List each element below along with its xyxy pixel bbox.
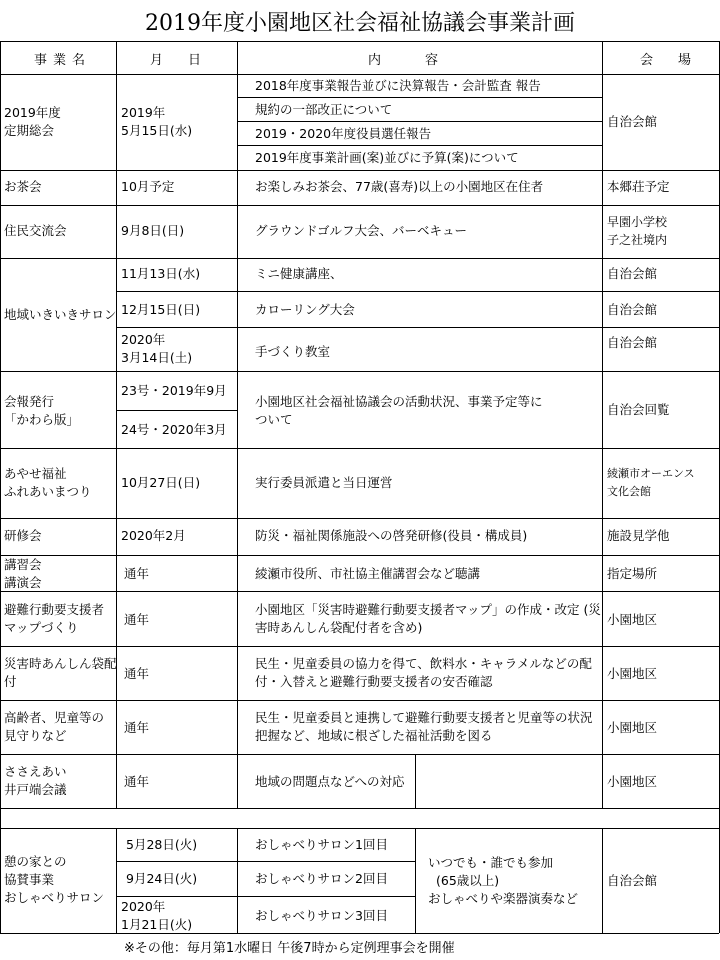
event-date: 通年 [124, 774, 150, 789]
event-name: 講習会 講演会 [4, 557, 42, 590]
event-date: 2020年 3月14日(土) [121, 332, 193, 365]
event-date: 9月24日(火) [126, 871, 198, 886]
event-venue: 小園地区 [607, 666, 658, 681]
event-content: おしゃべりサロン2回目 [255, 871, 388, 886]
event-content: 綾瀬市役所、市社協主催講習会など聴講 [255, 566, 481, 581]
event-venue: 小園地区 [607, 720, 658, 735]
event-content: カローリング大会 [255, 302, 355, 317]
event-content: おしゃべりサロン3回目 [255, 908, 388, 923]
event-content: 実行委員派遣と当日運営 [255, 475, 393, 490]
event-content: お楽しみお茶会、77歳(喜寿)以上の小園地区在住者 [255, 179, 544, 194]
event-content: 民生・児童委員と連携して避難行動要支援者と児童等の状況 把握など、地域に根ざした福祉活動を図る [255, 710, 593, 743]
event-name: 研修会 [4, 528, 42, 543]
header-name: 事業名 [34, 53, 92, 68]
event-venue: 自治会回覧 [607, 402, 670, 417]
event-date: 通年 [124, 612, 150, 627]
event-content: 小園地区社会福祉協議会の活動状況、事業予定等に ついて [255, 394, 543, 427]
content-item: 規約の一部改正について [255, 102, 393, 117]
event-date: 通年 [124, 566, 150, 581]
footer-note: ※その他：毎月第1水曜日 午後7時から定例理事会を開催 [124, 941, 455, 956]
event-content: 民生・児童委員の協力を得て、飲料水・キャラメルなどの配 付・入替えと避難行動要支援者の安否確認 [255, 656, 592, 689]
event-date: 9月8日(日) [121, 223, 185, 238]
header-venue: 会 場 [640, 53, 698, 68]
event-content: 防災・福祉関係施設への啓発研修(役員・構成員) [255, 528, 528, 543]
content-item: 2018年度事業報告並びに決算報告・会計監査 報告 [255, 78, 541, 93]
event-name: 憩の家との 協賛事業 おしゃべりサロン [4, 854, 105, 905]
event-venue: 自治会館 [607, 873, 658, 888]
content-item: 2019年度事業計画(案)並びに予算(案)について [255, 150, 519, 165]
header-date: 月 日 [150, 53, 208, 68]
event-date: 2020年 1月21日(火) [121, 899, 193, 932]
event-name: 2019年度 定期総会 [4, 105, 61, 138]
event-venue: 施設見学他 [607, 528, 670, 543]
salon-note: いつでも・誰でも参加 (65歳以上) おしゃべりや楽器演奏など [428, 855, 579, 906]
event-date: 2020年2月 [121, 528, 186, 543]
event-venue: 自治会館 [607, 114, 658, 129]
event-venue: 早園小学校 子之社境内 [607, 215, 668, 247]
event-content: おしゃべりサロン1回目 [255, 837, 388, 852]
event-venue: 自治会館 [607, 266, 658, 281]
event-date: 10月予定 [121, 179, 175, 194]
event-date: 通年 [124, 666, 150, 681]
event-content: グラウンドゴルフ大会、バーベキュー [255, 223, 468, 238]
event-date: 11月13日(水) [121, 266, 201, 281]
event-name: ささえあい 井戸端会議 [4, 764, 67, 797]
event-venue: 小園地区 [607, 612, 658, 627]
event-name: 避難行動要支援者 マップづくり [4, 602, 105, 635]
event-date: 24号・2020年3月 [121, 422, 227, 437]
event-venue: 綾瀬市オーエンス 文化会館 [607, 467, 695, 498]
event-venue: 自治会館 [607, 302, 658, 317]
event-date: 通年 [124, 720, 150, 735]
event-content: ミニ健康講座、 [255, 266, 343, 281]
event-content: 小園地区「災害時避難行動要支援者マップ」の作成・改定 (災 害時あんしん袋配付者を含め) [255, 602, 601, 635]
event-date: 2019年 5月15日(水) [121, 105, 193, 138]
event-date: 23号・2019年9月 [121, 383, 227, 398]
event-content: 地域の問題点などへの対応 [255, 774, 405, 789]
page-title: 2019年度小園地区社会福祉協議会事業計画 [145, 11, 575, 36]
content-item: 2019・2020年度役員選任報告 [255, 126, 432, 141]
event-name: 住民交流会 [4, 223, 67, 238]
event-name: 災害時あんしん袋配 付 [4, 656, 117, 689]
event-date: 10月27日(日) [121, 475, 201, 490]
event-venue: 本郷荘予定 [607, 179, 670, 194]
event-name: 高齢者、児童等の 見守りなど [4, 710, 105, 743]
event-venue: 自治会館 [607, 335, 658, 350]
event-name: お茶会 [4, 179, 42, 194]
header-content: 内 容 [368, 53, 445, 68]
event-venue: 指定場所 [607, 566, 658, 581]
event-name: 会報発行 「かわら版」 [4, 394, 80, 427]
event-content: 手づくり教室 [255, 344, 331, 359]
event-venue: 小園地区 [607, 774, 658, 789]
event-name: あやせ福祉 ふれあいまつり [4, 466, 92, 499]
event-date: 5月28日(火) [126, 837, 198, 852]
event-date: 12月15日(日) [121, 302, 201, 317]
event-name: 地域いきいきサロン [4, 307, 117, 322]
